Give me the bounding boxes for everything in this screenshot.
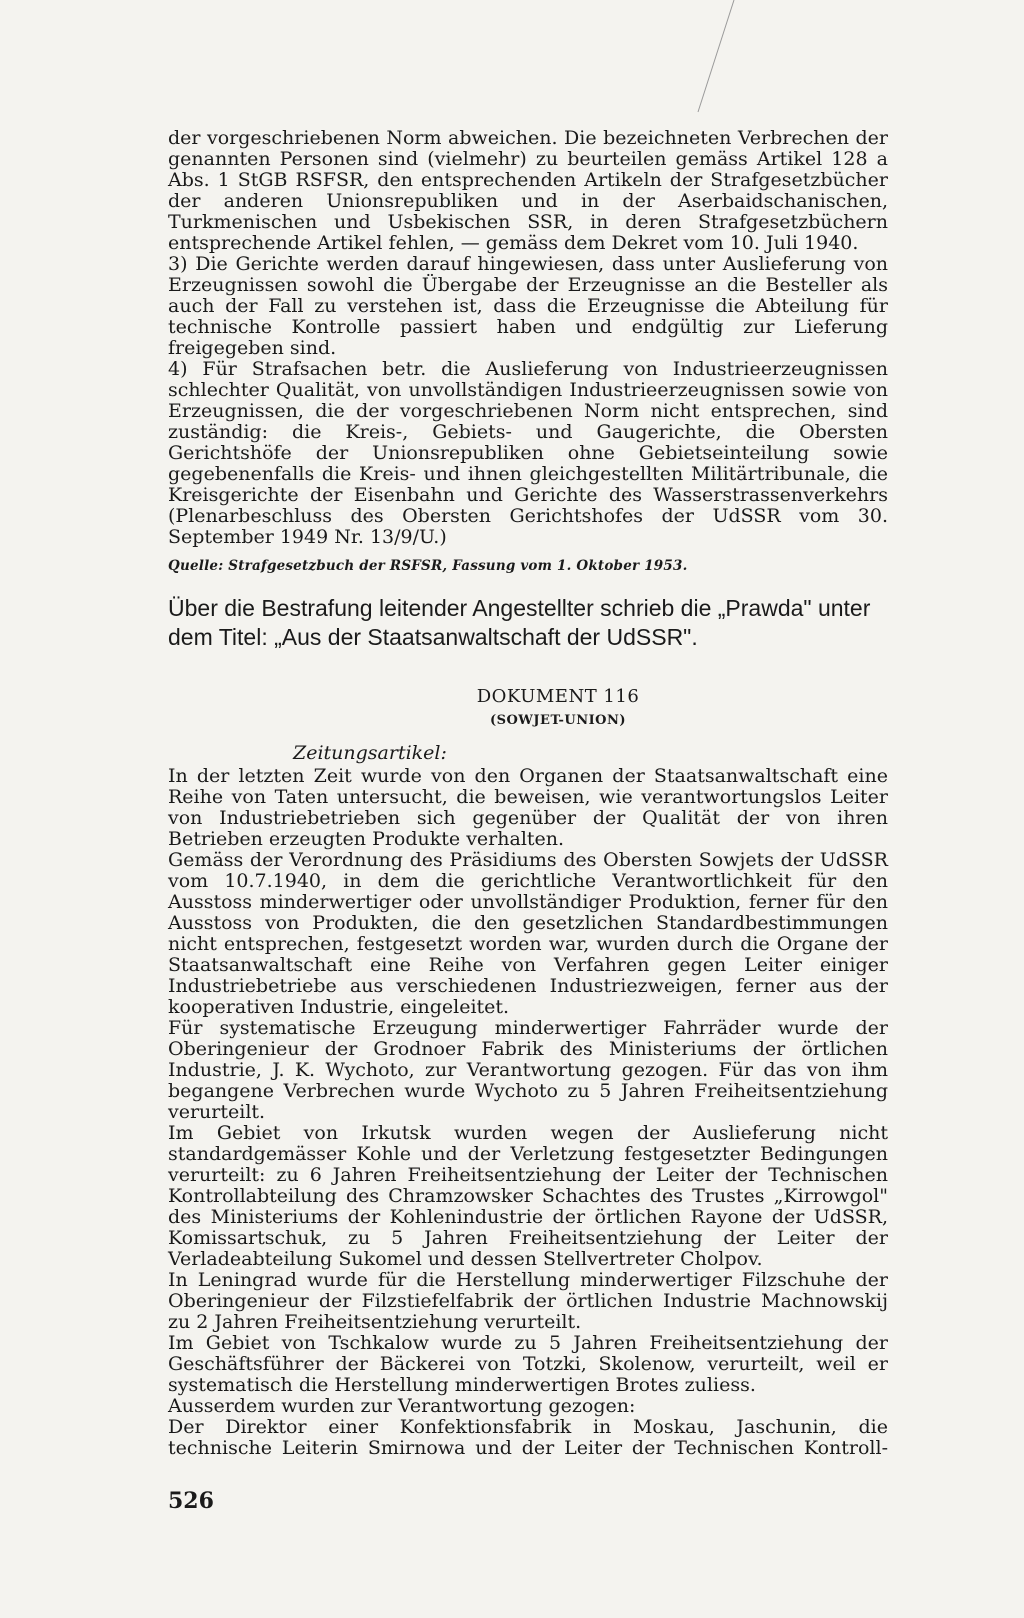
source-citation: Quelle: Strafgesetzbuch der RSFSR, Fassung vom 1. Oktober 1953. [168, 558, 688, 574]
article-paragraph: Gemäss der Verordnung des Präsidiums des Obersten Sowjets der UdSSR vom 10.7.1940, in dem die gerichtliche Verantwortlichkeit für den Ausstoss minderwertiger oder unvollständiger Produktion, ferner für den Ausstoss von Produkten, die den gesetzlichen Standardbestimmungen nicht entsprechen, festgesetzt worden war, wurden durch die Organe der Staatsanwaltschaft eine Reihe von Verfahren gegen Leiter einiger Industriebetriebe aus verschiedenen Industriezweigen, ferner aus der kooperativen Industrie, eingeleitet. [168, 849, 888, 1018]
document-subtitle: (SOWJET-UNION) [489, 713, 627, 728]
article-paragraph: In Leningrad wurde für die Herstellung minderwertiger Filzschuhe der Oberingenieur der Filzstiefelfabrik der örtlichen Industrie Machnowskij zu 2 Jahren Freiheitsentziehung verurteilt. [168, 1269, 888, 1333]
article-paragraph: Im Gebiet von Tschkalow wurde zu 5 Jahren Freiheitsentziehung der Geschäftsführer der Bäckerei von Totzki, Skolenow, verurteilt, weil er systematisch die Herstellung minderwertigen Brotes zuliess. [168, 1332, 888, 1396]
page-number: 526 [168, 1488, 214, 1514]
paragraph-item-4: 4) Für Strafsachen betr. die Auslieferung von Industrieerzeugnissen schlechter Qualität, von unvollständigen Industrieerzeugnissen sowie von Erzeugnissen, die der vorgeschriebenen Norm nicht entsprechen, sind zuständig: die Kreis-, Gebiets- und Gaugerichte, die Obersten Gerichtshöfe der Unionsrepubliken ohne Gebietseinteilung sowie gegebenenfalls die Kreis- und ihnen gleichgestellten Militärtribunale, die Kreisgerichte der Eisenbahn und Gerichte des Wasserstrassenverkehrs (Plenarbeschluss des Obersten Gerichtshofes der UdSSR vom 30. September 1949 Nr. 13/9/U.) [168, 358, 888, 548]
document-title: DOKUMENT 116 [476, 686, 640, 707]
pencil-stroke-mark [690, 0, 750, 120]
lead-text: Über die Bestrafung leitender Angestellter schrieb die „Prawda" unter dem Titel: „Aus der Staatsanwaltschaft der UdSSR". [168, 595, 871, 650]
article-paragraph: Im Gebiet von Irkutsk wurden wegen der Auslieferung nicht standardgemässer Kohle und der Verletzung festgesetzter Bedingungen verurteilt: zu 6 Jahren Freiheitsentziehung der Leiter der Technischen Kontrollabteilung des Chramzowsker Schachtes des Trustes „Kirrowgol" des Ministeriums der Kohlenindustrie der örtlichen Rayone der UdSSR, Komissartschuk, zu 5 Jahren Freiheitsentziehung der Leiter der Verladeabteilung Sukomel und dessen Stellvertreter Cholpov. [168, 1122, 888, 1270]
article-paragraph: Der Direktor einer Konfektionsfabrik in Moskau, Jaschunin, die technische Leiterin Smirnowa und der Leiter der Technischen Kontroll- [168, 1416, 888, 1459]
paragraph-continuation: der vorgeschriebenen Norm abweichen. Die bezeichneten Verbrechen der genannten Personen sind (vielmehr) zu beurteilen gemäss Artikel 128 a Abs. 1 StGB RSFSR, den entsprechenden Artikeln der Strafgesetzbücher der anderen Unionsrepubliken und in der Aserbaidschanischen, Turkmenischen und Usbekischen SSR, in deren Strafgesetzbüchern entsprechende Artikel fehlen, — gemäss dem Dekret vom 10. Juli 1940. [168, 127, 888, 254]
page-content [168, 128, 888, 1459]
article-paragraph: Für systematische Erzeugung minderwertiger Fahrräder wurde der Oberingenieur der Grodnoer Fabrik des Ministeriums der örtlichen Industrie, J. K. Wychoto, zur Verantwortung gezogen. Für das von ihm begangene Verbrechen wurde Wychoto zu 5 Jahren Freiheitsentziehung verurteilt. [168, 1017, 888, 1123]
article-paragraph: Ausserdem wurden zur Verantwortung gezogen: [168, 1395, 636, 1417]
paragraph-item-3: 3) Die Gerichte werden darauf hingewiesen, dass unter Auslieferung von Erzeugnissen sowohl die Übergabe der Erzeugnisse an die Besteller als auch der Fall zu verstehen ist, dass die Erzeugnisse die Abteilung für technische Kontrolle passiert haben und endgültig zur Lieferung freigegeben sind. [168, 253, 888, 359]
article-paragraph: In der letzten Zeit wurde von den Organen der Staatsanwaltschaft eine Reihe von Taten untersucht, die beweisen, wie verantwortungslos Leiter von Industriebetrieben sich gegenüber der Qualität der von ihren Betrieben erzeugten Produkte verhalten. [168, 765, 888, 850]
document-kind: Zeitungsartikel: [293, 742, 447, 764]
